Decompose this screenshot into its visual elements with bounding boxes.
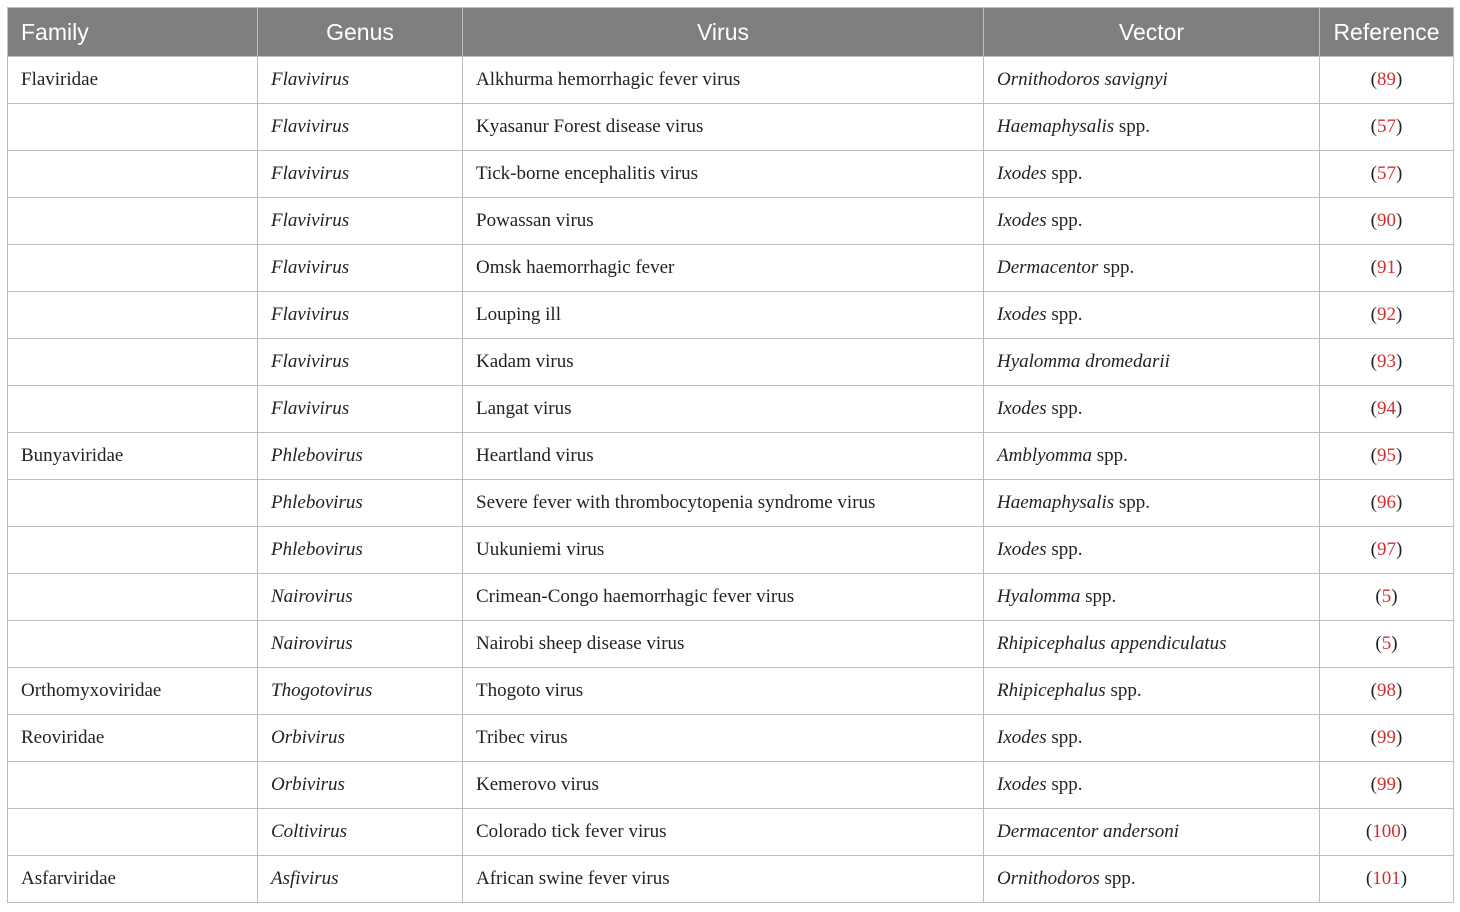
family-cell: [8, 104, 258, 151]
vector-cell: [984, 57, 1320, 104]
family-cell: Bunyaviridae: [8, 433, 258, 480]
vector-species: Ixodes: [997, 539, 1047, 560]
table-row: [8, 527, 1454, 574]
genus-cell: Flavivirus: [258, 339, 463, 386]
vector-species: Ixodes: [997, 304, 1047, 325]
header-row: [8, 8, 1454, 57]
virus-cell: Louping ill: [463, 292, 984, 339]
vector-suffix: spp.: [1046, 210, 1083, 231]
table-row: [8, 433, 1454, 480]
vector-cell: [984, 433, 1320, 480]
vector-suffix: spp.: [1046, 539, 1083, 560]
genus-cell: Orbivirus: [258, 715, 463, 762]
vector-suffix: spp.: [1046, 774, 1083, 795]
reference-cell: (100): [1320, 809, 1454, 856]
table-row: [8, 480, 1454, 527]
header-virus: Virus: [463, 8, 984, 57]
vector-suffix: spp.: [1114, 116, 1151, 137]
vector-cell: [984, 668, 1320, 715]
table-row: [8, 339, 1454, 386]
reference-link[interactable]: 98: [1377, 680, 1396, 701]
family-cell: [8, 574, 258, 621]
genus-cell: Nairovirus: [258, 574, 463, 621]
family-cell: Orthomyxoviridae: [8, 668, 258, 715]
vector-cell: [984, 527, 1320, 574]
vector-suffix: spp.: [1080, 586, 1117, 607]
virus-cell: Uukuniemi virus: [463, 527, 984, 574]
vector-species: Amblyomma: [997, 445, 1092, 466]
reference-cell: (101): [1320, 856, 1454, 903]
reference-link[interactable]: 99: [1377, 727, 1396, 748]
table-row: [8, 668, 1454, 715]
genus-cell: Phlebovirus: [258, 433, 463, 480]
reference-link[interactable]: 5: [1381, 586, 1392, 607]
reference-link[interactable]: 92: [1377, 304, 1396, 325]
vector-cell: [984, 339, 1320, 386]
family-cell: [8, 198, 258, 245]
vector-species: Rhipicephalus appendiculatus: [997, 633, 1227, 654]
family-cell: [8, 151, 258, 198]
genus-cell: Flavivirus: [258, 386, 463, 433]
reference-link[interactable]: 57: [1377, 163, 1396, 184]
virus-cell: Nairobi sheep disease virus: [463, 621, 984, 668]
family-cell: Flaviridae: [8, 57, 258, 104]
table-row: [8, 198, 1454, 245]
virus-cell: Langat virus: [463, 386, 984, 433]
family-cell: Reoviridae: [8, 715, 258, 762]
reference-cell: (99): [1320, 715, 1454, 762]
vector-suffix: spp.: [1098, 257, 1135, 278]
virus-vector-table: [7, 7, 1454, 903]
reference-cell: (98): [1320, 668, 1454, 715]
reference-cell: (96): [1320, 480, 1454, 527]
genus-cell: Phlebovirus: [258, 480, 463, 527]
reference-link[interactable]: 99: [1377, 774, 1396, 795]
vector-species: Haemaphysalis: [997, 116, 1115, 137]
virus-cell: Colorado tick fever virus: [463, 809, 984, 856]
genus-cell: Flavivirus: [258, 151, 463, 198]
family-cell: [8, 480, 258, 527]
virus-cell: Heartland virus: [463, 433, 984, 480]
reference-cell: (93): [1320, 339, 1454, 386]
family-cell: Asfarviridae: [8, 856, 258, 903]
genus-cell: Flavivirus: [258, 245, 463, 292]
reference-cell: (90): [1320, 198, 1454, 245]
vector-cell: [984, 245, 1320, 292]
vector-cell: [984, 809, 1320, 856]
vector-cell: [984, 715, 1320, 762]
vector-cell: [984, 574, 1320, 621]
table-row: [8, 292, 1454, 339]
table-row: [8, 574, 1454, 621]
reference-cell: (89): [1320, 57, 1454, 104]
reference-link[interactable]: 101: [1372, 868, 1401, 889]
genus-cell: Asfivirus: [258, 856, 463, 903]
vector-suffix: spp.: [1046, 727, 1083, 748]
vector-species: Ixodes: [997, 727, 1047, 748]
genus-cell: Flavivirus: [258, 104, 463, 151]
vector-species: Dermacentor: [997, 257, 1099, 278]
vector-suffix: spp.: [1046, 398, 1083, 419]
genus-cell: Phlebovirus: [258, 527, 463, 574]
vector-suffix: spp.: [1099, 868, 1136, 889]
virus-cell: Thogoto virus: [463, 668, 984, 715]
table-header: [8, 8, 1454, 57]
family-cell: [8, 292, 258, 339]
reference-cell: (91): [1320, 245, 1454, 292]
header-vector: Vector: [984, 8, 1320, 57]
genus-cell: Coltivirus: [258, 809, 463, 856]
table-row: [8, 104, 1454, 151]
virus-cell: Powassan virus: [463, 198, 984, 245]
reference-link[interactable]: 93: [1377, 351, 1396, 372]
genus-cell: Orbivirus: [258, 762, 463, 809]
vector-suffix: spp.: [1046, 163, 1083, 184]
reference-cell: (57): [1320, 151, 1454, 198]
header-reference: Reference: [1320, 8, 1454, 57]
family-cell: [8, 527, 258, 574]
vector-species: Ixodes: [997, 774, 1047, 795]
reference-link[interactable]: 5: [1381, 633, 1392, 654]
reference-link[interactable]: 94: [1377, 398, 1396, 419]
vector-suffix: spp.: [1105, 680, 1142, 701]
vector-suffix: spp.: [1046, 304, 1083, 325]
vector-species: Dermacentor andersoni: [997, 821, 1180, 842]
table-row: [8, 151, 1454, 198]
vector-species: Ornithodoros: [997, 868, 1100, 889]
reference-link[interactable]: 90: [1377, 210, 1396, 231]
virus-cell: Kyasanur Forest disease virus: [463, 104, 984, 151]
table-row: [8, 621, 1454, 668]
genus-cell: Thogotovirus: [258, 668, 463, 715]
vector-species: Hyalomma: [997, 586, 1081, 607]
virus-cell: Kadam virus: [463, 339, 984, 386]
header-family: Family: [8, 8, 258, 57]
virus-cell: Tribec virus: [463, 715, 984, 762]
family-cell: [8, 621, 258, 668]
virus-cell: Severe fever with thrombocytopenia syndrome virus: [463, 480, 984, 527]
reference-link[interactable]: 95: [1377, 445, 1396, 466]
family-cell: [8, 809, 258, 856]
table-row: [8, 715, 1454, 762]
reference-cell: (5): [1320, 574, 1454, 621]
vector-cell: [984, 104, 1320, 151]
vector-cell: [984, 621, 1320, 668]
vector-cell: [984, 386, 1320, 433]
family-cell: [8, 386, 258, 433]
vector-species: Ixodes: [997, 163, 1047, 184]
reference-link[interactable]: 97: [1377, 539, 1396, 560]
vector-species: Ornithodoros savignyi: [997, 69, 1168, 90]
vector-suffix: spp.: [1114, 492, 1151, 513]
virus-cell: Alkhurma hemorrhagic fever virus: [463, 57, 984, 104]
vector-species: Haemaphysalis: [997, 492, 1115, 513]
reference-cell: (57): [1320, 104, 1454, 151]
virus-cell: Kemerovo virus: [463, 762, 984, 809]
table-row: [8, 245, 1454, 292]
reference-cell: (5): [1320, 621, 1454, 668]
table-row: [8, 57, 1454, 104]
vector-species: Ixodes: [997, 210, 1047, 231]
table-row: [8, 386, 1454, 433]
table-body: [8, 57, 1454, 903]
table-row: [8, 856, 1454, 903]
family-cell: [8, 339, 258, 386]
genus-cell: Flavivirus: [258, 292, 463, 339]
vector-cell: [984, 762, 1320, 809]
reference-link[interactable]: 89: [1377, 69, 1396, 90]
reference-link[interactable]: 96: [1377, 492, 1396, 513]
vector-cell: [984, 198, 1320, 245]
vector-cell: [984, 292, 1320, 339]
genus-cell: Nairovirus: [258, 621, 463, 668]
reference-cell: (95): [1320, 433, 1454, 480]
vector-suffix: spp.: [1091, 445, 1128, 466]
virus-cell: Tick-borne encephalitis virus: [463, 151, 984, 198]
reference-cell: (97): [1320, 527, 1454, 574]
header-genus: Genus: [258, 8, 463, 57]
vector-species: Ixodes: [997, 398, 1047, 419]
vector-species: Hyalomma dromedarii: [997, 351, 1170, 372]
table-row: [8, 762, 1454, 809]
reference-cell: (99): [1320, 762, 1454, 809]
vector-cell: [984, 856, 1320, 903]
genus-cell: Flavivirus: [258, 198, 463, 245]
family-cell: [8, 762, 258, 809]
reference-link[interactable]: 91: [1377, 257, 1396, 278]
virus-cell: Omsk haemorrhagic fever: [463, 245, 984, 292]
vector-species: Rhipicephalus: [997, 680, 1106, 701]
family-cell: [8, 245, 258, 292]
virus-cell: Crimean-Congo haemorrhagic fever virus: [463, 574, 984, 621]
reference-cell: (94): [1320, 386, 1454, 433]
genus-cell: Flavivirus: [258, 57, 463, 104]
vector-cell: [984, 480, 1320, 527]
virus-cell: African swine fever virus: [463, 856, 984, 903]
reference-link[interactable]: 57: [1377, 116, 1396, 137]
reference-cell: (92): [1320, 292, 1454, 339]
reference-link[interactable]: 100: [1372, 821, 1401, 842]
table-row: [8, 809, 1454, 856]
vector-cell: [984, 151, 1320, 198]
